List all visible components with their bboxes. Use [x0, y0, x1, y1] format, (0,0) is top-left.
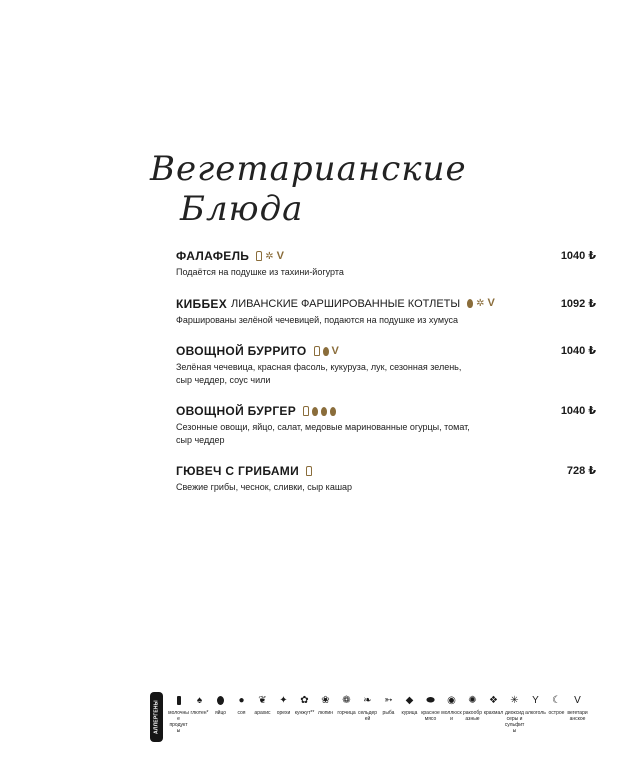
item-description: Зелёная чечевица, красная фасоль, кукуруза, лук, сезонная зелень, сыр чеддер, соус чили — [176, 362, 462, 385]
flower-icon: ✲ — [265, 250, 274, 262]
item-name: ОВОЩНОЙ БУРГЕР — [176, 404, 297, 418]
menu-item — [176, 296, 596, 327]
bottle-icon — [303, 406, 309, 416]
legend-item — [294, 694, 315, 734]
title-line-2: Блюда — [180, 189, 304, 229]
fish-icon: ➳ — [384, 695, 393, 706]
legend-label: молочные продукты — [168, 710, 189, 734]
legend-item — [273, 694, 294, 734]
nuts-icon: ✦ — [279, 695, 288, 706]
legend-label: арахис — [254, 710, 271, 716]
legend-label: люпин — [318, 710, 333, 716]
item-allergen-icons — [314, 346, 339, 356]
legend-item — [483, 694, 504, 734]
item-price: 1040 ₺ — [560, 345, 596, 357]
item-description: Подаётся на подушке из тахини-йогурта — [176, 267, 344, 277]
legend-item — [525, 694, 546, 734]
legend-item — [357, 694, 378, 734]
peanut-icon: ❦ — [258, 695, 267, 706]
item-description: Сезонные овощи, яйцо, салат, медовые маринованные огурцы, томат, сыр чеддер — [176, 422, 470, 445]
legend-item — [462, 694, 483, 734]
vegan-icon: V — [276, 249, 284, 262]
item-description: Свежие грибы, чеснок, сливки, сыр кашар — [176, 482, 353, 492]
item-description: Фаршированы зелёной чечевицей, подаются на подушке из хумуса — [176, 314, 459, 325]
menu-item — [176, 463, 596, 494]
legend-label: яйцо — [214, 710, 227, 716]
title-line-1: Вегетарианские — [150, 149, 467, 189]
item-allergen-icons — [467, 299, 495, 308]
bottle-icon — [314, 346, 320, 356]
lupin-icon: ❀ — [321, 695, 330, 706]
legend-row — [168, 694, 588, 734]
soy-icon: ● — [238, 695, 245, 706]
flower-icon: ✲ — [476, 298, 485, 309]
legend-label: моллюски — [441, 710, 462, 722]
item-name: ОВОЩНОЙ БУРРИТО — [176, 344, 307, 358]
item-allergen-icons — [303, 406, 336, 416]
item-allergen-icons — [256, 251, 284, 261]
menu-item — [176, 343, 596, 386]
item-price: 1040 ₺ — [560, 405, 596, 417]
crustacean-icon: ✺ — [468, 695, 477, 706]
legend-item — [336, 694, 357, 734]
legend-label: ракообразные — [462, 710, 482, 722]
item-name: ФАЛАФЕЛЬ — [176, 249, 250, 263]
red-meat-icon: ⬬ — [426, 695, 435, 706]
legend-item — [546, 694, 567, 734]
legend-label: кунжут** — [294, 710, 315, 716]
legend-item — [231, 694, 252, 734]
crab-icon: ❖ — [489, 695, 498, 706]
legend-label: соя — [237, 710, 246, 716]
legend-item — [441, 694, 462, 734]
legend-label: диоксид серы и сульфиты — [504, 710, 525, 734]
nut-icon — [323, 347, 329, 356]
item-allergen-icons — [306, 466, 312, 476]
milk-icon — [177, 694, 181, 707]
item-price: 728 ₺ — [566, 465, 596, 477]
item-name: КИББЕХ — [176, 296, 228, 311]
legend-item — [189, 694, 210, 734]
bottle-icon — [306, 466, 312, 476]
page-title — [150, 149, 467, 229]
legend-label: орехи — [276, 710, 291, 716]
legend-item — [252, 694, 273, 734]
legend-label: горчица — [337, 710, 356, 716]
item-price: 1092 ₺ — [560, 297, 596, 310]
vegan-icon: V — [487, 297, 495, 309]
spicy-icon: ☾ — [552, 695, 561, 706]
chicken-icon: ◆ — [405, 695, 414, 706]
sulphite-icon: ✳ — [510, 695, 519, 706]
vegan-icon: V — [574, 695, 581, 706]
menu-item — [176, 248, 596, 279]
mustard-icon: ❁ — [342, 695, 351, 706]
alcohol-icon: Y — [532, 695, 539, 706]
legend-item — [168, 694, 189, 734]
legend-label: алкоголь — [525, 710, 546, 716]
mollusc-icon: ◉ — [447, 695, 456, 706]
vegan-icon: V — [331, 344, 339, 357]
menu-list — [176, 248, 596, 511]
legend-label: глютен* — [190, 710, 209, 716]
legend-label: острое — [548, 710, 565, 716]
bottle-icon — [256, 251, 262, 261]
legend-label: рыба — [382, 710, 395, 716]
legend-label: сельдерей — [357, 710, 378, 722]
legend-item — [504, 694, 525, 734]
legend-label: вегетарианское — [567, 710, 588, 722]
gluten-icon: ♠ — [196, 695, 203, 706]
legend-item — [378, 694, 399, 734]
item-price: 1040 ₺ — [560, 250, 596, 262]
legend-item — [567, 694, 588, 734]
legend-label: красное мясо — [421, 710, 440, 722]
legend-item — [399, 694, 420, 734]
legend-item — [315, 694, 336, 734]
legend-item — [420, 694, 441, 734]
egg-icon — [217, 694, 224, 707]
nut-icon — [321, 407, 327, 416]
nut-icon — [330, 407, 336, 416]
nut-icon — [312, 407, 318, 416]
menu-item — [176, 403, 596, 446]
legend-label: курица — [401, 710, 418, 716]
item-subtitle: ЛИВАНСКИЕ ФАРШИРОВАННЫЕ КОТЛЕТЫ — [231, 297, 461, 310]
legend-item — [210, 694, 231, 734]
allergen-legend — [150, 688, 610, 760]
nut-icon — [467, 299, 473, 308]
sesame-icon: ✿ — [300, 695, 309, 706]
celery-icon: ❧ — [363, 695, 372, 706]
item-name: ГЮВЕЧ С ГРИБАМИ — [176, 464, 299, 478]
allergens-tab: АЛЛЕРГЕНЫ — [150, 692, 163, 742]
legend-label: крахмал — [483, 710, 504, 716]
